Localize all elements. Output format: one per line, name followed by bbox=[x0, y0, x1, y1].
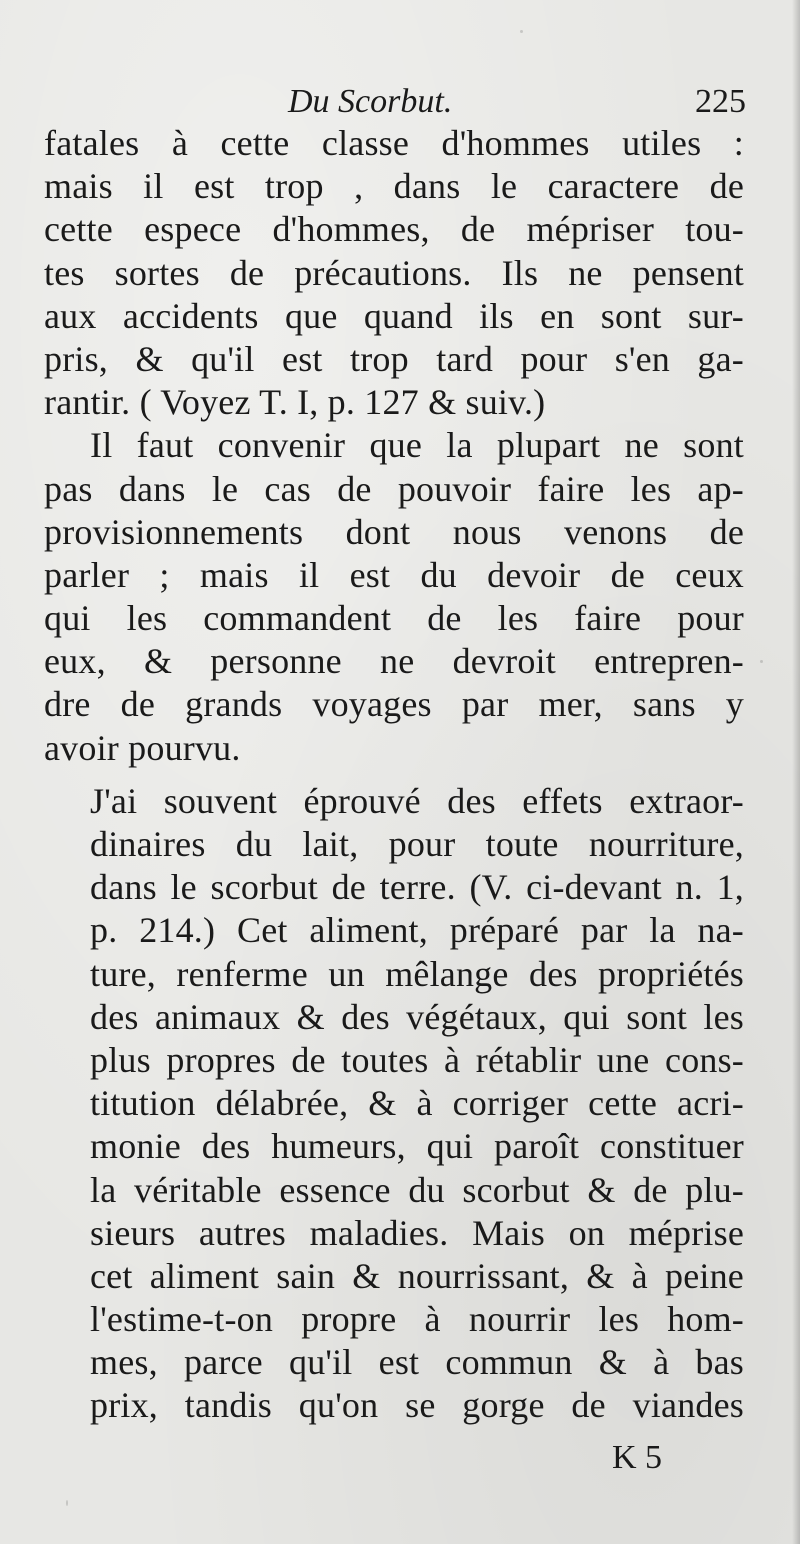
paper-fleck bbox=[760, 660, 763, 663]
paper-fleck bbox=[520, 30, 523, 33]
text-line: rantir. ( Voyez T. I, p. 127 & suiv.) bbox=[44, 382, 546, 423]
paragraph-gap bbox=[44, 770, 744, 780]
running-head: Du Scorbut. bbox=[288, 83, 453, 120]
text-line: eux, & personne ne devroit entrepren- bbox=[44, 641, 744, 682]
text-line: cette espece d'hommes, de mépriser tou- bbox=[44, 209, 744, 250]
text-line: qui les commandent de les faire pour bbox=[44, 598, 744, 639]
text-line: pas dans le cas de pouvoir faire les ap- bbox=[44, 468, 744, 509]
text-line: avoir pourvu. bbox=[44, 727, 241, 768]
text-line: dinaires du lait, pour toute nourriture, bbox=[90, 824, 744, 864]
text-line: J'ai souvent éprouvé des effets extraor- bbox=[90, 780, 744, 821]
text-line: dans le scorbut de terre. (V. ci-devant n. 1, bbox=[90, 867, 744, 908]
body-text bbox=[44, 122, 744, 1428]
text-line: l'estime-t-on propre à nourrir les hom- bbox=[90, 1299, 744, 1340]
text-line: monie des humeurs, qui paroît constituer bbox=[90, 1126, 744, 1167]
text-line: mais il est trop , dans le caractere de bbox=[44, 166, 744, 207]
text-line: la véritable essence du scorbut & de plu- bbox=[90, 1169, 744, 1210]
text-line: aux accidents que quand ils en sont sur- bbox=[44, 295, 744, 336]
text-line: dre de grands voyages par mer, sans y bbox=[44, 684, 744, 725]
text-line: cet aliment sain & nourrissant, & à peine bbox=[90, 1255, 744, 1296]
text-line: ture, renferme un mêlange des propriétés bbox=[90, 953, 744, 994]
signature-mark: K 5 bbox=[611, 1439, 662, 1476]
page-number: 225 bbox=[695, 83, 746, 120]
text-line: titution délabrée, & à corriger cette acri- bbox=[90, 1083, 744, 1124]
page-edge-shadow bbox=[792, 0, 800, 1544]
text-line: tes sortes de précautions. Ils ne pensent bbox=[44, 252, 744, 293]
text-line: provisionnements dont nous venons de bbox=[44, 511, 744, 552]
text-line: parler ; mais il est du devoir de ceux bbox=[44, 554, 744, 595]
text-line: des animaux & des végétaux, qui sont les bbox=[90, 996, 744, 1037]
paper-fleck bbox=[66, 1500, 68, 1506]
text-line: sieurs autres maladies. Mais on méprise bbox=[90, 1212, 744, 1253]
text-line: pris, & qu'il est trop tard pour s'en ga- bbox=[44, 338, 744, 379]
text-line: Il faut convenir que la plupart ne sont bbox=[90, 425, 744, 466]
text-line: plus propres de toutes à rétablir une cons- bbox=[90, 1039, 744, 1080]
text-line: p. 214.) Cet aliment, préparé par la na- bbox=[90, 910, 744, 951]
text-line: prix, tandis qu'on se gorge de viandes bbox=[90, 1385, 744, 1426]
text-line: mes, parce qu'il est commun & à bas bbox=[90, 1342, 744, 1383]
page-header bbox=[40, 82, 746, 122]
text-line: fatales à cette classe d'hommes utiles : bbox=[44, 123, 744, 163]
